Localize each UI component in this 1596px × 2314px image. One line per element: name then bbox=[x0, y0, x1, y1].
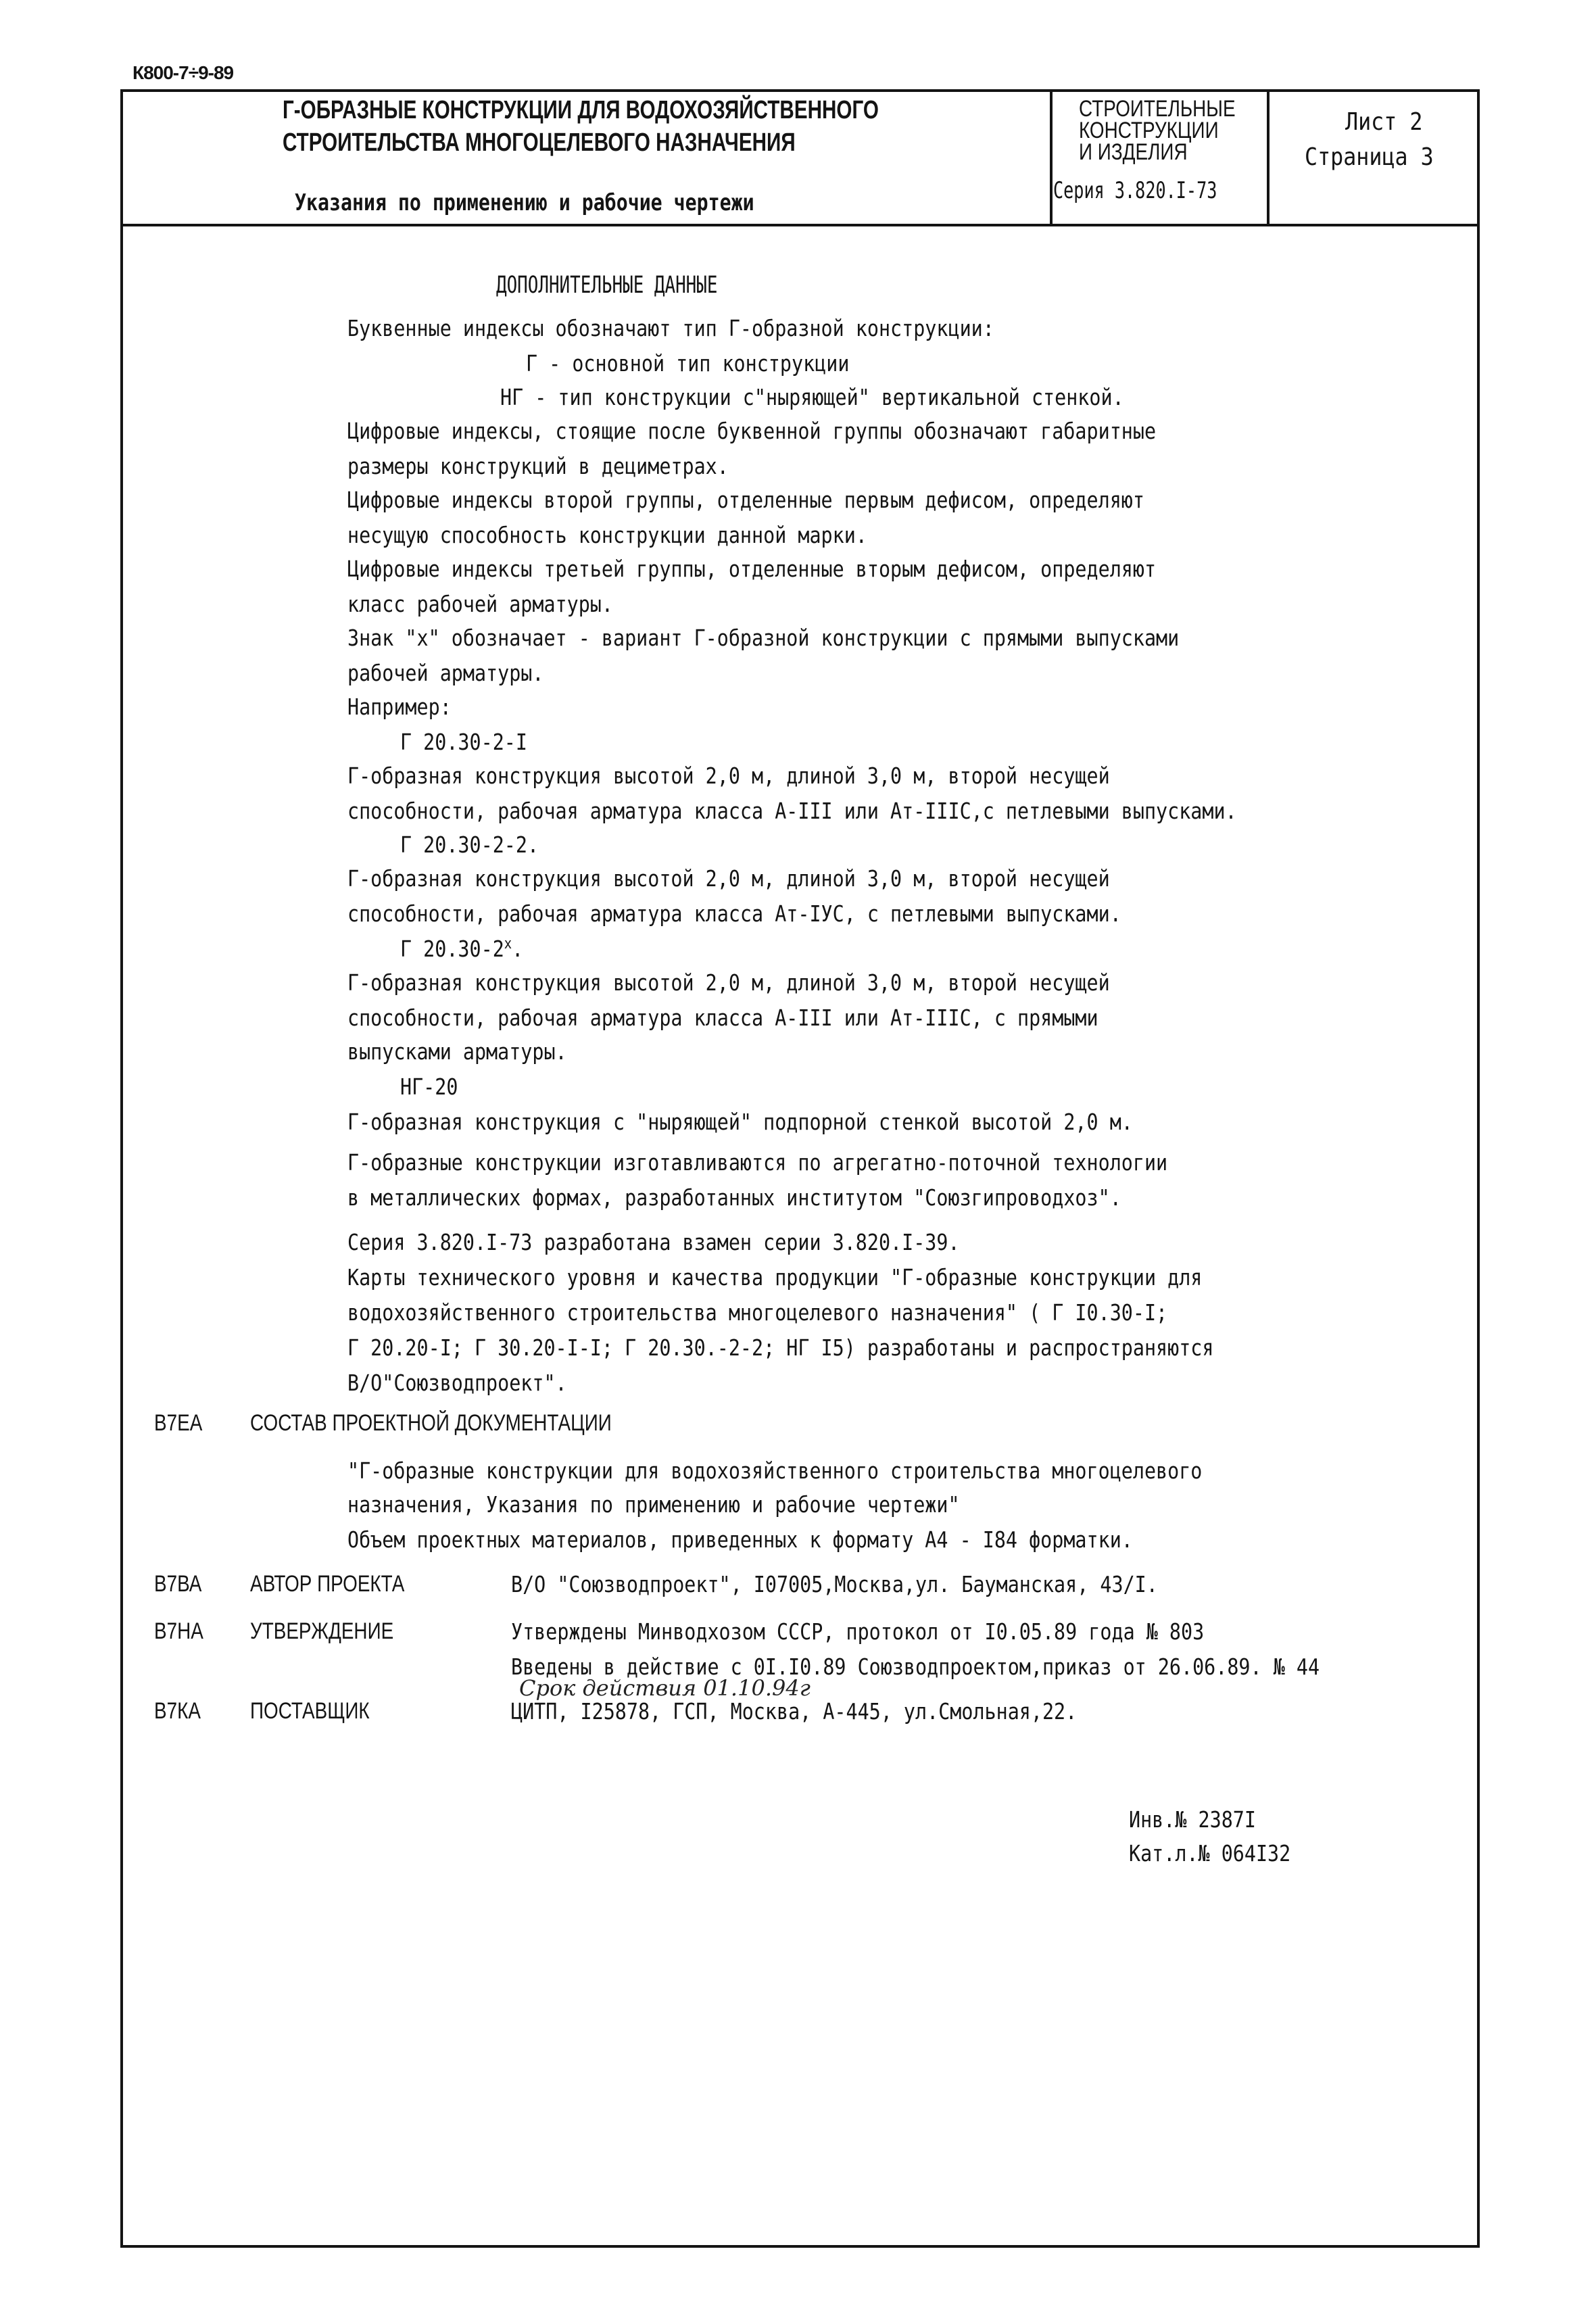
inventory-number: Инв.№ 2387I bbox=[1129, 1806, 1256, 1833]
header-divider-1 bbox=[1050, 89, 1053, 225]
body-line: НГ - тип конструкции с"ныряющей" вертикальной стенкой. bbox=[500, 384, 1124, 410]
header-title-line1: Г-ОБРАЗНЫЕ КОНСТРУКЦИИ ДЛЯ ВОДОХОЗЯЙСТВЕННОГО bbox=[283, 96, 879, 124]
body-line: класс рабочей арматуры. bbox=[347, 591, 613, 617]
body-line: Г 20.20-I; Г 30.20-I-I; Г 20.30.-2-2; НГ I5) разработаны и распространяются bbox=[347, 1334, 1214, 1361]
composition-code: В7ЕА bbox=[154, 1410, 203, 1436]
approval-label: УТВЕРЖДЕНИЕ bbox=[250, 1618, 394, 1644]
document-code: К800-7÷9-89 bbox=[132, 62, 234, 83]
supplier-code: В7КА bbox=[154, 1698, 201, 1724]
body-line: Серия 3.820.I-73 разработана взамен серии 3.820.I-39. bbox=[347, 1229, 960, 1255]
body-line: рабочей арматуры. bbox=[347, 660, 544, 686]
header-category-line1: СТРОИТЕЛЬНЫЕ bbox=[1079, 96, 1236, 122]
handwritten-validity-note: Срок действия 01.10.94г bbox=[519, 1675, 811, 1701]
composition-line: "Г-образные конструкции для водохозяйственного строительства многоцелевого bbox=[347, 1457, 1203, 1484]
example-mark: Г 20.30-2-I bbox=[400, 729, 527, 755]
composition-label: СОСТАВ ПРОЕКТНОЙ ДОКУМЕНТАЦИИ bbox=[250, 1410, 612, 1436]
example-mark: НГ-20 bbox=[400, 1074, 458, 1100]
composition-line: Объем проектных материалов, приведенных к формату А4 - I84 форматки. bbox=[347, 1526, 1133, 1553]
catalog-sheet-number: Кат.л.№ 064I32 bbox=[1129, 1840, 1291, 1866]
section-title: ДОПОЛНИТЕЛЬНЫЕ ДАННЫЕ bbox=[496, 272, 718, 299]
header-title-line2: СТРОИТЕЛЬСТВА МНОГОЦЕЛЕВОГО НАЗНАЧЕНИЯ bbox=[283, 128, 796, 157]
author-code: В7ВА bbox=[154, 1571, 202, 1597]
body-line: Г-образные конструкции изготавливаются по агрегатно-поточной технологии bbox=[347, 1149, 1168, 1176]
example-mark: Г 20.30-2-2. bbox=[400, 831, 539, 858]
header-category-line2: КОНСТРУКЦИИ bbox=[1079, 118, 1219, 143]
body-line: размеры конструкций в дециметрах. bbox=[347, 453, 729, 479]
body-line: в металлических формах, разработанных институтом "Союзгипроводхоз". bbox=[347, 1184, 1121, 1211]
body-line: способности, рабочая арматура класса А-III или Ат-IIIС,с петлевыми выпусками. bbox=[347, 798, 1237, 824]
supplier-text: ЦИТП, I25878, ГСП, Москва, А-445, ул.Смольная,22. bbox=[511, 1698, 1078, 1725]
body-line: Цифровые индексы второй группы, отделенные первым дефисом, определяют bbox=[347, 487, 1144, 513]
example-mark: Г $20.30-2^х$. bbox=[400, 936, 524, 962]
header-sheet: Лист 2 bbox=[1345, 108, 1423, 136]
author-label: АВТОР ПРОЕКТА bbox=[250, 1571, 405, 1597]
approval-line1: Утверждены Минводхозом СССР, протокол от I0.05.89 года № 803 bbox=[511, 1618, 1205, 1645]
body-line: Цифровые индексы третьей группы, отделенные вторым дефисом, определяют bbox=[347, 556, 1157, 582]
approval-code: В7НА bbox=[154, 1618, 203, 1644]
body-line: Г-образная конструкция высотой 2,0 м, длиной 3,0 м, второй несущей bbox=[347, 969, 1110, 996]
approval-line2: Введены в действие с 0I.I0.89 Союзводпроектом,приказ от 26.06.89. № 44 bbox=[511, 1654, 1320, 1680]
body-line: Г - основной тип конструкции bbox=[526, 350, 850, 377]
body-line: Цифровые индексы, стоящие после буквенной группы обозначают габаритные bbox=[347, 418, 1157, 444]
header-subtitle: Указания по применению и рабочие чертежи bbox=[295, 189, 754, 216]
header-category-line3: И ИЗДЕЛИЯ bbox=[1079, 139, 1188, 165]
author-text: В/О "Союзводпроект", I07005,Москва,ул. Бауманская, 43/I. bbox=[511, 1571, 1158, 1597]
body-line: В/О"Союзводпроект". bbox=[347, 1370, 567, 1396]
body-line: Г-образная конструкция с "ныряющей" подпорной стенкой высотой 2,0 м. bbox=[347, 1109, 1133, 1135]
body-line: Г-образная конструкция высотой 2,0 м, длиной 3,0 м, второй несущей bbox=[347, 865, 1110, 892]
header-divider-2 bbox=[1267, 89, 1269, 225]
body-line: способности, рабочая арматура класса Ат-IУС, с петлевыми выпусками. bbox=[347, 900, 1121, 927]
body-line: Например: bbox=[347, 694, 452, 720]
header-bottom-rule bbox=[120, 224, 1480, 226]
header-page: Страница 3 bbox=[1305, 143, 1434, 171]
body-line: Буквенные индексы обозначают тип Г-образной конструкции: bbox=[347, 315, 994, 341]
body-line: Г-образная конструкция высотой 2,0 м, длиной 3,0 м, второй несущей bbox=[347, 763, 1110, 789]
body-line: способности, рабочая арматура класса А-III или Ат-IIIС, с прямыми bbox=[347, 1005, 1098, 1031]
body-line: Карты технического уровня и качества продукции "Г-образные конструкции для bbox=[347, 1264, 1203, 1291]
supplier-label: ПОСТАВЩИК bbox=[250, 1698, 370, 1724]
body-line: несущую способность конструкции данной марки. bbox=[347, 522, 867, 548]
composition-line: назначения, Указания по применению и рабочие чертежи" bbox=[347, 1491, 960, 1518]
header-series: Серия 3.820.I-73 bbox=[1053, 177, 1217, 204]
body-line: Знак "х" обозначает - вариант Г-образной конструкции с прямыми выпусками bbox=[347, 625, 1180, 651]
body-line: выпусками арматуры. bbox=[347, 1038, 567, 1065]
body-line: водохозяйственного строительства многоцелевого назначения" ( Г I0.30-I; bbox=[347, 1299, 1168, 1326]
